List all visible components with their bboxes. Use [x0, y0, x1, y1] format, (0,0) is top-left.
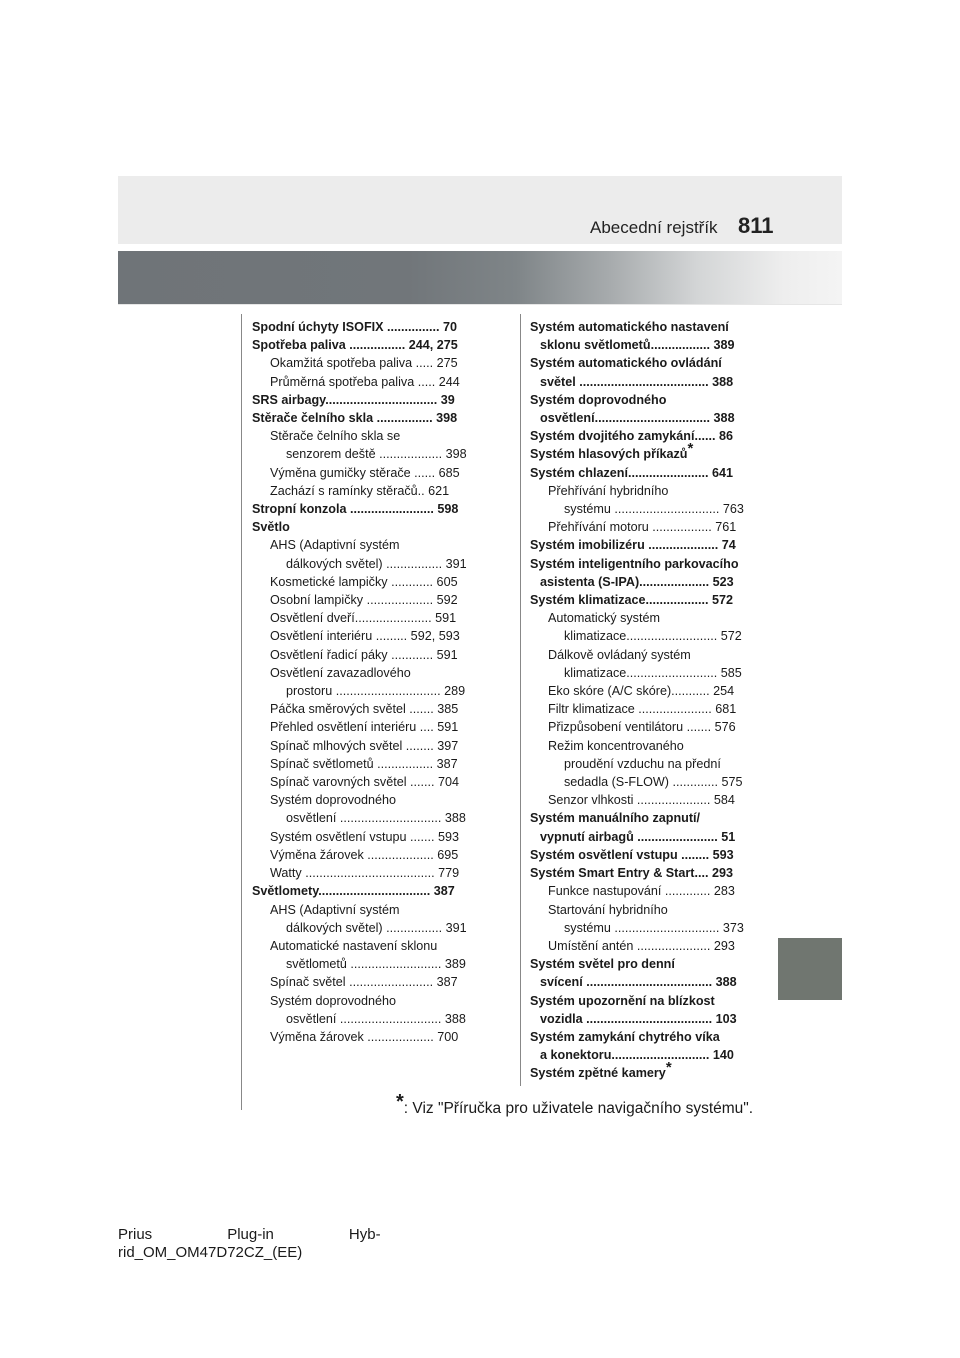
index-entry-text: Páčka směrových světel ....... 385	[270, 702, 459, 717]
index-subentry	[252, 901, 472, 919]
index-entry	[530, 536, 750, 554]
index-entry-text: senzorem deště .................. 398	[286, 447, 467, 462]
index-entry-text: Stropní konzola ........................ 598	[252, 502, 459, 517]
index-entry-text: Zachází s ramínky stěračů.. 621	[270, 483, 450, 498]
index-entry-text: Výměna žárovek ................... 695	[270, 847, 459, 862]
index-entry-text: Spínač varovných světel ....... 704	[270, 775, 460, 790]
index-entry-text: Kosmetické lampičky ............ 605	[270, 574, 458, 589]
index-entry-text: Přehled osvětlení interiéru .... 591	[270, 720, 459, 735]
document-model-code: Prius Plug-in Hyb- rid_OM_OM47D72CZ_(EE)	[118, 1226, 381, 1261]
index-subentry	[530, 409, 750, 427]
index-entry-text: Světlo	[252, 520, 290, 535]
index-subentry	[530, 646, 750, 664]
index-subentry	[252, 919, 472, 937]
index-subentry	[252, 937, 472, 955]
footnote-reference-marker: *	[687, 440, 694, 458]
index-entry-text: Funkce nastupování ............. 283	[548, 884, 735, 899]
index-entry-text: Filtr klimatizace ..................... 681	[548, 702, 737, 717]
index-entry-text: sklonu světlometů................. 389	[540, 338, 735, 353]
index-entry-text: Systém chlazení....................... 641	[530, 465, 733, 480]
index-entry-text: Spodní úchyty ISOFIX ............... 70	[252, 320, 458, 334]
index-subentry	[252, 427, 472, 445]
index-entry-text: Režim koncentrovaného	[548, 738, 684, 753]
column-divider-middle	[520, 314, 521, 1086]
index-subentry	[252, 846, 472, 864]
index-subentry	[252, 591, 472, 609]
index-entry-text: osvětlení ............................. 388	[286, 1011, 466, 1026]
index-entry	[252, 391, 472, 409]
index-entry-text: Systém osvětlení vstupu ........ 593	[530, 847, 734, 862]
index-entry-text: asistenta (S-IPA).................... 523	[540, 574, 734, 589]
index-subentry	[252, 536, 472, 554]
index-entry	[530, 1059, 750, 1082]
index-subentry	[530, 573, 750, 591]
index-entry-text: Startování hybridního	[548, 902, 668, 917]
index-subentry	[252, 682, 472, 700]
footnote-text: : Viz "Příručka pro uživatele navigačního systému".	[403, 1100, 754, 1117]
index-entry-text: Osvětlení zavazadlového	[270, 665, 411, 680]
index-entry-text: AHS (Adaptivní systém	[270, 538, 400, 553]
index-entry	[530, 846, 750, 864]
index-entry	[530, 391, 750, 409]
index-entry-text: Eko skóre (A/C skóre)........... 254	[548, 684, 735, 699]
index-entry-text: Přizpůsobení ventilátoru ....... 576	[548, 720, 736, 735]
index-entry	[530, 992, 750, 1010]
index-subentry	[252, 791, 472, 809]
index-entry-text: Osobní lampičky ................... 592	[270, 593, 458, 608]
index-entry-text: Systém doprovodného	[270, 993, 397, 1008]
header-band	[118, 176, 842, 244]
index-entry-text: Automatické nastavení sklonu	[270, 938, 438, 953]
index-entry-text: Okamžitá spotřeba paliva ..... 275	[270, 356, 458, 371]
index-entry-text: Systém světel pro denní	[530, 957, 675, 972]
index-entry-text: osvětlení ............................. 388	[286, 811, 466, 826]
index-entry-text: dálkových světel) ................ 391	[286, 920, 467, 935]
index-subentry	[530, 937, 750, 955]
index-entry-text: Přehřívání hybridního	[548, 483, 669, 498]
index-subentry	[252, 864, 472, 882]
index-entry	[530, 318, 750, 336]
index-entry	[530, 354, 750, 372]
index-subentry	[530, 882, 750, 900]
index-entry-text: světel ..................................... 388	[540, 374, 734, 389]
index-subentry	[252, 445, 472, 463]
index-subentry	[530, 373, 750, 391]
index-subentry	[530, 791, 750, 809]
index-subentry	[530, 1010, 750, 1028]
index-subentry	[252, 373, 472, 391]
header-rule	[118, 304, 842, 305]
index-entry-text: Systém inteligentního parkovacího	[530, 556, 739, 571]
index-subentry	[252, 809, 472, 827]
index-subentry	[252, 482, 472, 500]
index-entry	[530, 427, 750, 445]
index-entry	[530, 440, 750, 463]
index-subentry	[252, 737, 472, 755]
index-entry-text: Systém dvojitého zamykání...... 86	[530, 429, 733, 444]
index-entry-text: systému .............................. 763	[564, 502, 744, 517]
index-entry-text: Spínač světel ........................ 387	[270, 975, 458, 990]
index-subentry	[252, 828, 472, 846]
index-subentry	[530, 828, 750, 846]
index-subentry	[530, 901, 750, 919]
index-entry	[530, 864, 750, 882]
index-column-right	[530, 318, 750, 1083]
index-entry	[252, 336, 472, 354]
index-entry-text: Systém doprovodného	[530, 392, 667, 407]
index-entry-text: Přehřívání motoru ................. 761	[548, 520, 737, 535]
index-entry-text: osvětlení................................. 388	[540, 411, 735, 426]
index-subentry	[252, 609, 472, 627]
index-entry-text: Spotřeba paliva ................ 244, 275	[252, 338, 458, 353]
index-entry-text: systému .............................. 373	[564, 920, 744, 935]
index-subentry	[252, 354, 472, 372]
index-subentry	[252, 573, 472, 591]
index-entry-text: Watty ..................................... 779	[270, 866, 460, 881]
index-entry-text: SRS airbagy................................ 39	[252, 392, 455, 407]
index-entry-text: Systém zpětné kamery	[530, 1066, 666, 1081]
index-subentry	[530, 518, 750, 536]
footnote-marker: *	[396, 1091, 404, 1113]
index-entry-text: Stěrače čelního skla se	[270, 429, 401, 444]
section-tab	[778, 938, 842, 1000]
index-subentry	[252, 664, 472, 682]
index-entry-text: vozidla .................................... 103	[540, 1011, 737, 1026]
index-entry	[530, 809, 750, 827]
index-entry-text: Systém upozornění na blízkost	[530, 993, 715, 1008]
index-entry-text: Umístění antén ..................... 293	[548, 938, 735, 953]
index-subentry	[530, 737, 750, 755]
index-subentry	[530, 755, 750, 773]
index-entry	[530, 955, 750, 973]
index-subentry	[530, 773, 750, 791]
index-entry-text: Osvětlení interiéru ......... 592, 593	[270, 629, 460, 644]
index-entry-text: Systém hlasových příkazů	[530, 447, 688, 462]
index-column-left	[252, 318, 472, 1046]
index-subentry	[252, 955, 472, 973]
index-subentry	[530, 500, 750, 518]
index-subentry	[530, 664, 750, 682]
index-subentry	[252, 555, 472, 573]
index-entry-text: Senzor vlhkosti ..................... 584	[548, 793, 735, 808]
index-entry	[252, 500, 472, 518]
page-title: Abecední rejstřík	[590, 218, 718, 237]
index-subentry	[252, 627, 472, 645]
index-subentry	[252, 755, 472, 773]
index-subentry	[252, 700, 472, 718]
index-entry-text: Systém imobilizéru .................... 74	[530, 538, 736, 553]
index-subentry	[530, 336, 750, 354]
index-entry-text: Výměna žárovek ................... 700	[270, 1029, 459, 1044]
index-subentry	[252, 718, 472, 736]
index-entry-text: Systém doprovodného	[270, 793, 397, 808]
index-entry-text: Světlomety................................ 387	[252, 884, 455, 899]
index-entry	[252, 518, 472, 536]
index-entry-text: klimatizace.......................... 572	[564, 629, 742, 644]
index-entry-text: Systém zamykání chytrého víka	[530, 1029, 720, 1044]
index-entry-text: Dálkově ovládaný systém	[548, 647, 691, 662]
index-subentry	[530, 700, 750, 718]
index-subentry	[530, 682, 750, 700]
index-entry	[530, 1028, 750, 1046]
index-entry-text: Průměrná spotřeba paliva ..... 244	[270, 374, 460, 389]
page-number: 811	[738, 213, 774, 238]
index-entry	[252, 882, 472, 900]
index-entry	[252, 318, 472, 336]
index-entry	[530, 464, 750, 482]
index-entry-text: Automatický systém	[548, 611, 660, 626]
index-entry-text: Stěrače čelního skla ................ 398	[252, 411, 458, 426]
index-entry-text: dálkových světel) ................ 391	[286, 556, 467, 571]
index-entry-text: svícení .................................... 388	[540, 975, 737, 990]
index-subentry	[252, 973, 472, 991]
index-entry	[530, 591, 750, 609]
index-subentry	[530, 973, 750, 991]
index-subentry	[252, 1010, 472, 1028]
decorative-gradient-band	[118, 251, 842, 304]
index-entry-text: Systém osvětlení vstupu ....... 593	[270, 829, 459, 844]
index-entry-text: Výměna gumičky stěrače ...... 685	[270, 465, 460, 480]
index-entry-text: vypnutí airbagů ....................... 51	[540, 829, 736, 844]
index-subentry	[252, 646, 472, 664]
footnote	[396, 1091, 754, 1119]
index-entry-text: prostoru .............................. 289	[286, 684, 466, 699]
index-entry-text: Spínač mlhových světel ........ 397	[270, 738, 459, 753]
footnote-reference-marker: *	[665, 1059, 672, 1077]
index-subentry	[530, 609, 750, 627]
index-subentry	[530, 482, 750, 500]
index-entry-text: sedadla (S-FLOW) ............. 575	[564, 775, 743, 790]
index-entry	[530, 555, 750, 573]
index-entry-text: AHS (Adaptivní systém	[270, 902, 400, 917]
index-entry-text: proudění vzduchu na přední	[564, 756, 721, 771]
index-entry-text: Systém automatického ovládání	[530, 356, 722, 371]
index-entry-text: Systém Smart Entry & Start.... 293	[530, 866, 733, 881]
index-subentry	[252, 992, 472, 1010]
index-subentry	[530, 1046, 750, 1064]
index-subentry	[530, 919, 750, 937]
index-subentry	[252, 773, 472, 791]
index-entry-text: a konektoru............................ 140	[540, 1048, 734, 1063]
index-entry-text: Osvětlení řadicí páky ............ 591	[270, 647, 458, 662]
column-divider-left	[241, 314, 242, 1110]
index-entry-text: Osvětlení dveří...................... 591	[270, 611, 457, 626]
index-subentry	[252, 1028, 472, 1046]
index-subentry	[530, 627, 750, 645]
index-entry-text: Systém manuálního zapnutí/	[530, 811, 701, 826]
index-subentry	[252, 464, 472, 482]
index-entry-text: Systém automatického nastavení	[530, 320, 729, 334]
index-subentry	[530, 718, 750, 736]
index-entry-text: Systém klimatizace.................. 572	[530, 593, 734, 608]
index-entry-text: Spínač světlometů ................ 387	[270, 756, 458, 771]
index-entry	[252, 409, 472, 427]
index-entry-text: klimatizace.......................... 585	[564, 665, 742, 680]
index-entry-text: světlometů .......................... 389	[286, 957, 466, 972]
